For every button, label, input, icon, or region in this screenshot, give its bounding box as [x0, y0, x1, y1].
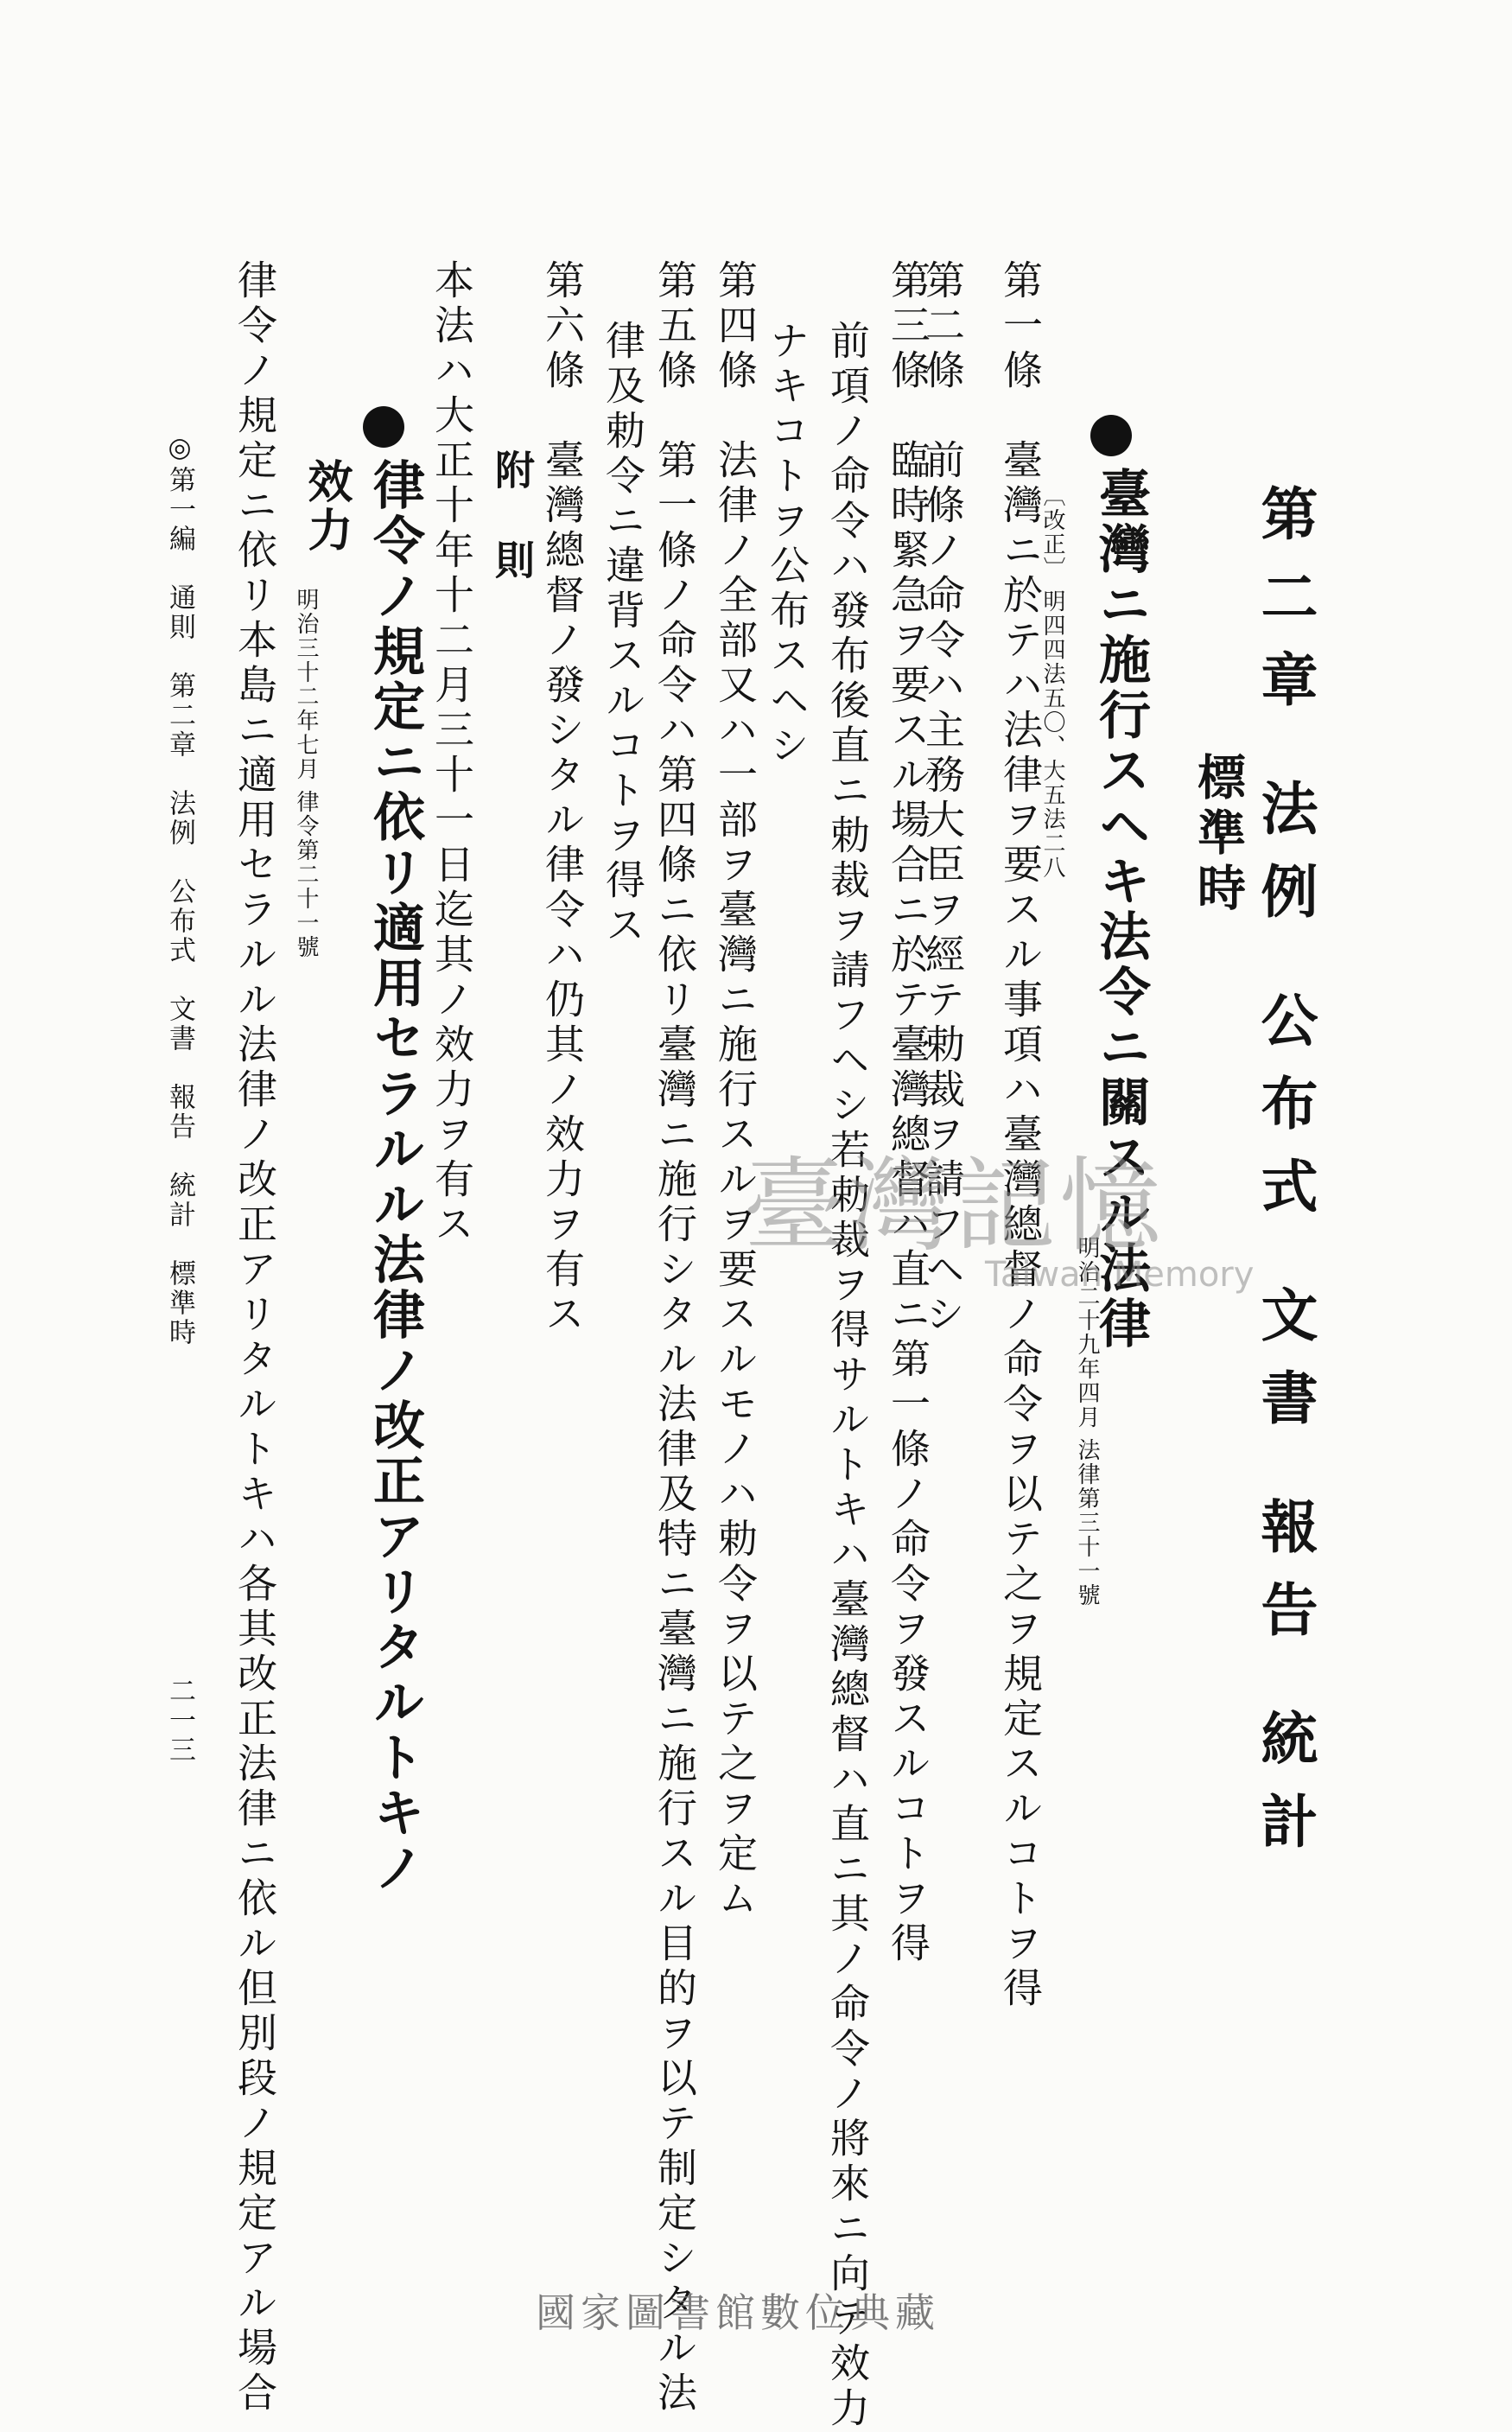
- law1-supplementary-heading: 附 則: [489, 449, 536, 584]
- law1-date-note: 明治二十九年四月 法律第三十一號: [1074, 1236, 1100, 1608]
- law2-bullet: [363, 406, 404, 451]
- law2-date-note: 明治三十二年七月 律令第二十一號: [293, 588, 319, 960]
- watermark-logo: [708, 1124, 1261, 1322]
- law1-article-2: 第二條 前條ノ命令ハ主務大臣ヲ經テ勅裁ヲ請フヘシ: [919, 259, 966, 1338]
- chapter-heading: 第二章 法例 公布式 文書 報告 統計: [1251, 484, 1318, 1875]
- law1-article-4: 第四條 法律ノ全部又ハ一部ヲ臺灣ニ施行スルヲ要スルモノハ勅令ヲ以テ之ヲ定ム: [712, 259, 759, 1922]
- law1-article-3: 第三條 臨時緊急ヲ要スル場合ニ於テ臺灣總督ハ直ニ第一條ノ命令ヲ發スルコトヲ得: [885, 259, 931, 1967]
- law1-amend-note: 〔改正〕 明四四法五〇、大五法二八: [1039, 484, 1065, 881]
- law2-body: 律令ノ規定ニ依リ本島ニ適用セラルル法律ノ改正アリタルトキハ各其改正法律ニ依ル但別段ノ規定アル場合: [232, 259, 278, 2416]
- law1-article-3-para2: 前項ノ命令ハ發布後直ニ勅裁ヲ請フヘシ若勅裁ヲ得サルトキハ臺灣總督ハ直ニ其ノ命令ノ將來ニ向テ效力: [824, 320, 871, 2432]
- law1-article-5: 第五條 第一條ノ命令ハ第四條ニ依リ臺灣ニ施行シタル法律及特ニ臺灣ニ施行スル目的ヲ以テ制定シタル法: [651, 259, 698, 2416]
- library-stamp: 國家圖書館數位典藏: [536, 2289, 940, 2336]
- law2-title-line2: 效力: [300, 458, 353, 555]
- page-number: 二一三: [164, 1677, 195, 1765]
- watermark-text-en: Taiwan Memory: [985, 1255, 1255, 1295]
- running-footer: ◎第一編 通則 第二章 法例 公布式 文書 報告 統計 標準時: [164, 432, 195, 1347]
- law1-article-5-cont: 律及勅令ニ違背スルコトヲ得ス: [600, 320, 646, 949]
- law1-article-6: 第六條 臺灣總督ノ發シタル律令ハ仍其ノ效力ヲ有ス: [539, 259, 586, 1338]
- law1-article-3-para2-cont: ナキコトヲ公布スヘシ: [764, 320, 810, 769]
- watermark-text-cn: 臺灣記憶: [743, 1146, 1166, 1265]
- law2-title: 律令ノ規定ニ依リ適用セラルル法律ノ改正アリタルトキノ: [365, 458, 425, 1896]
- law1-article-1: 第一條 臺灣ニ於テハ法律ヲ要スル事項ハ臺灣總督ノ命令ヲ以テ之ヲ規定スルコトヲ得: [997, 259, 1044, 2012]
- law1-bullet: [1090, 415, 1132, 460]
- section-heading: 標準時: [1190, 752, 1247, 918]
- law1-title: 臺灣ニ施行スヘキ法令ニ關スル法律: [1090, 467, 1151, 1352]
- law1-supplementary-provision: 本法ハ大正十年十二月三十一日迄其ノ效力ヲ有ス: [429, 259, 475, 1248]
